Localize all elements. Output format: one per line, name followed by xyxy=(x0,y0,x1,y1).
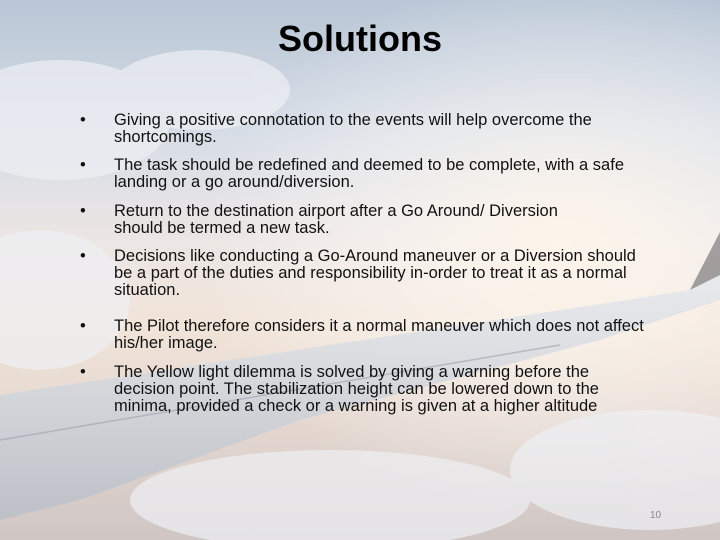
bullet-icon: • xyxy=(80,202,86,220)
bullet-icon: • xyxy=(80,156,86,174)
bullet-icon: • xyxy=(80,317,86,335)
bullet-icon: • xyxy=(80,111,86,129)
bullet-icon: • xyxy=(80,363,86,381)
slide-title: Solutions xyxy=(278,18,442,59)
bullet-icon: • xyxy=(80,247,86,265)
page-number: 10 xyxy=(650,510,662,521)
